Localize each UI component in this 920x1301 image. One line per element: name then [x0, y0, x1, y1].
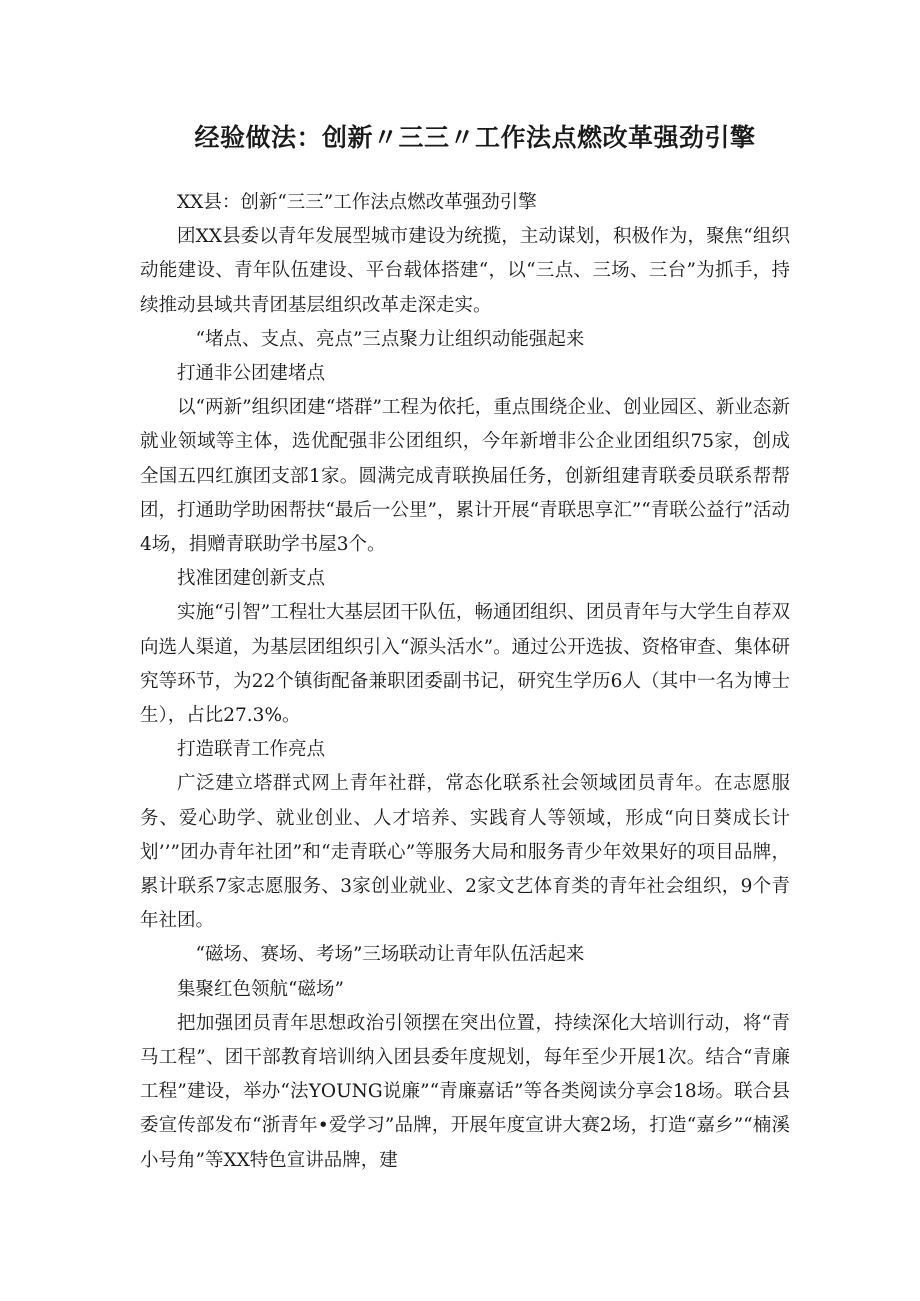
subheading-highlight-point: 打造联青工作亮点 [177, 739, 326, 761]
subheading-blockage-point: 打通非公团建堵点 [177, 363, 326, 385]
paragraph-magnetic-field: 把加强团员青年思想政治引领摆在突出位置，持续深化大培训行动，将“青马工程”、团干部教育培训纳入团县委年度规划，每年至少开展1次。结合“青廉工程”建设，举办“法YOUNG说廉”“青廉嘉话”等各类阅读分享会18场。联合县委宣传部发布“浙青年•爱学习”品牌，开展年度宣讲大赛2场，打造“嘉乡”“楠溪小号角”等XX特色宣讲品牌，建 [140, 1012, 790, 1171]
section-heading-three-points: “堵点、支点、亮点”三点聚力让组织动能强起来 [195, 328, 585, 350]
subheading-magnetic-field: 集聚红色领航“磁场” [177, 978, 344, 1000]
subheading-support-point: 找准团建创新支点 [177, 568, 326, 590]
paragraph-blockage-point: 以“两新”组织团建“塔群”工程为依托，重点围绕企业、创业园区、新业态新就业领域等主体，选优配强非公团组织，今年新增非公企业团组织75家，创成全国五四红旗团支部1家。圆满完成青联换届任务，创新组建青联委员联系帮帮团，打通助学助困帮扶“最后一公里”，累计开展“青联思享汇”“青联公益行”活动4场，捐赠青联助学书屋3个。 [140, 397, 790, 556]
county-heading: XX县：创新“三三”工作法点燃改革强劲引擎 [177, 192, 537, 213]
document-title: 经验做法：创新〃三三〃工作法点燃改革强劲引擎 [194, 123, 756, 152]
paragraph-highlight-point: 广泛建立塔群式网上青年社群，常态化联系社会领域团员青年。在志愿服务、爱心助学、就业创业、人才培养、实践育人等领域，形成“向日葵成长计划’’”团办青年社团”和“走青联心”等服务大局和服务青少年效果好的项目品牌，累计联系7家志愿服务、3家创业就业、2家文艺体育类的青年社会组织，9个青年社团。 [140, 773, 790, 932]
paragraph-support-point: 实施“引智”工程壮大基层团干队伍，畅通团组织、团员青年与大学生自荐双向选人渠道，为基层团组织引入“源头活水”。通过公开选拔、资格审查、集体研究等环节，为22个镇街配备兼职团委副书记，研究生学历6人（其中一名为博士生），占比27.3%。 [140, 602, 790, 727]
intro-paragraph: 团XX县委以青年发展型城市建设为统揽，主动谋划，积极作为，聚焦“组织动能建设、青年队伍建设、平台载体搭建“，以“三点、三场、三台”为抓手，持续推动县域共青团基层组织改革走深走实。 [140, 226, 790, 316]
document-body [140, 186, 790, 1178]
section-heading-three-fields: “磁场、赛场、考场”三场联动让青年队伍活起来 [195, 944, 585, 966]
